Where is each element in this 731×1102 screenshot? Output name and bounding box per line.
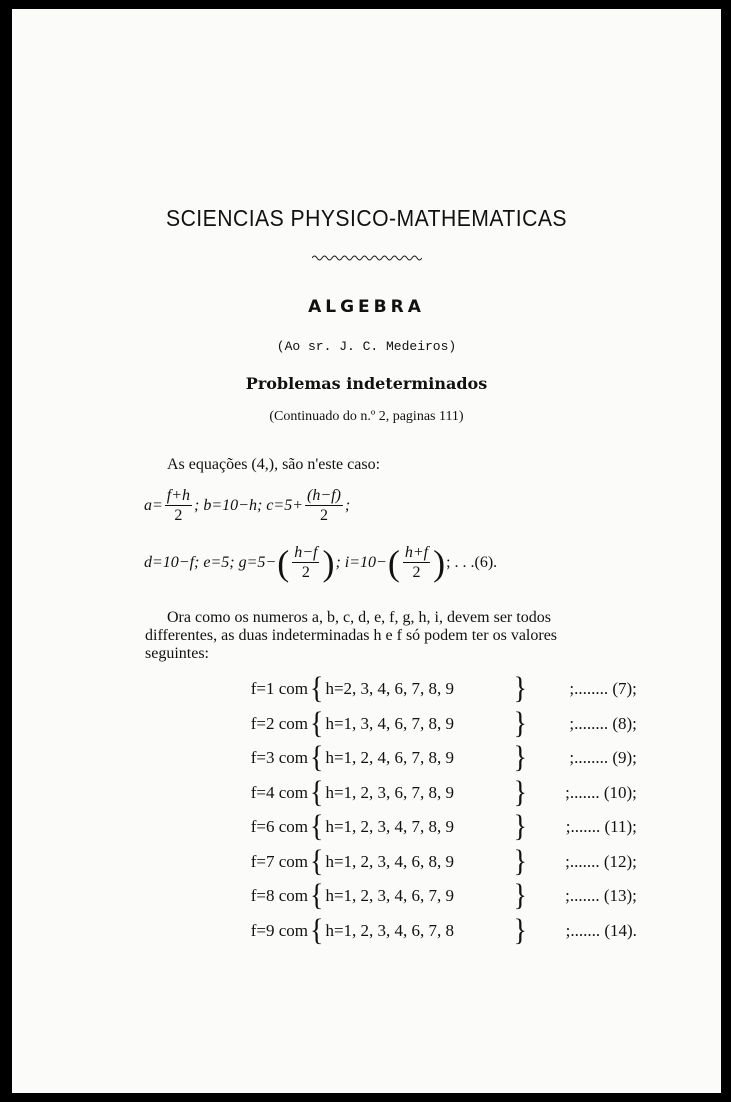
right-brace: } [513, 740, 527, 775]
case-h-values: h=1, 2, 3, 4, 6, 8, 9 [325, 851, 455, 871]
eq1-end: ; [344, 497, 351, 514]
case-f-value: f=8 com [250, 886, 308, 906]
eq2-d-part: d=10−f; e=5; g=5− [144, 554, 277, 571]
fraction-g-numerator: h−f [294, 544, 318, 561]
document-page [12, 9, 721, 1093]
right-brace: } [513, 706, 527, 741]
case-h-values: h=1, 2, 4, 6, 7, 8, 9 [325, 748, 455, 768]
left-paren: ( [277, 543, 290, 583]
case-reference: ;....... (11); [565, 817, 637, 837]
fraction-c-denominator: 2 [319, 507, 328, 524]
case-h-values: h=1, 2, 3, 4, 6, 7, 9 [325, 886, 455, 906]
case-reference: ;....... (14). [565, 920, 637, 940]
case-row [232, 845, 637, 880]
paragraph-line-3: seguintes: [145, 645, 209, 662]
case-h-values: h=1, 2, 3, 4, 7, 8, 9 [325, 817, 455, 837]
right-brace: } [513, 671, 527, 706]
fraction-g-denominator: 2 [301, 564, 310, 581]
section-title: SCIENCIAS PHYSICO-MATHEMATICAS [165, 205, 568, 231]
paragraph-line-1: Ora como os numeros a, b, c, d, e, f, g, h, i, devem ser todos [167, 609, 551, 626]
right-paren: ) [322, 543, 335, 583]
fraction-i-denominator: 2 [412, 564, 421, 581]
right-brace: } [513, 878, 527, 913]
case-f-value: f=9 com [250, 920, 308, 940]
case-row [232, 672, 637, 707]
case-reference: ;........ (7); [569, 679, 637, 699]
heading-algebra: ALGEBRA [308, 297, 425, 317]
equation-line-2 [144, 543, 497, 583]
case-row [232, 914, 637, 949]
equation-line-1 [144, 487, 350, 525]
subheading: Problemas indeterminados [245, 374, 488, 393]
case-reference: ;........ (8); [569, 713, 637, 733]
case-h-values: h=1, 3, 4, 6, 7, 8, 9 [325, 713, 455, 733]
left-brace: { [310, 775, 324, 810]
dedication: (Ao sr. J. C. Medeiros) [276, 339, 457, 354]
case-row [232, 810, 637, 845]
left-brace: { [310, 706, 324, 741]
cases-list [232, 672, 637, 948]
case-h-values: h=1, 2, 3, 6, 7, 8, 9 [325, 782, 455, 802]
case-reference: ;....... (12); [565, 851, 637, 871]
continuation-note: (Continuado do n.º 2, paginas 111) [269, 409, 464, 424]
case-reference: ;....... (13); [565, 886, 637, 906]
case-f-value: f=1 com [250, 679, 308, 699]
left-brace: { [310, 844, 324, 879]
fraction-c [305, 487, 343, 525]
case-f-value: f=3 com [250, 748, 308, 768]
case-row [232, 879, 637, 914]
fraction-g [292, 544, 319, 582]
case-h-values: h=2, 3, 4, 6, 7, 8, 9 [325, 679, 455, 699]
wavy-line-ornament [312, 254, 422, 262]
case-f-value: f=7 com [250, 851, 308, 871]
eq2-end: ; . . .(6). [446, 554, 498, 571]
left-brace: { [310, 671, 324, 706]
fraction-a-denominator: 2 [174, 507, 183, 524]
eq1-b-part: ; b=10−h; c=5+ [194, 497, 303, 514]
case-f-value: f=4 com [250, 782, 308, 802]
case-f-value: f=6 com [250, 817, 308, 837]
case-f-value: f=2 com [250, 713, 308, 733]
left-brace: { [310, 913, 324, 948]
left-brace: { [310, 878, 324, 913]
case-row [232, 707, 637, 742]
fraction-c-numerator: (h−f) [307, 487, 341, 504]
right-brace: } [513, 913, 527, 948]
right-brace: } [513, 844, 527, 879]
fraction-i-numerator: h+f [404, 544, 429, 561]
case-reference: ;....... (10); [565, 782, 637, 802]
intro-line: As equações (4,), são n'este caso: [167, 456, 381, 473]
fraction-a [165, 487, 192, 525]
fraction-a-numerator: f+h [166, 487, 191, 504]
right-brace: } [513, 809, 527, 844]
right-paren: ) [433, 543, 446, 583]
left-brace: { [310, 740, 324, 775]
case-h-values: h=1, 2, 3, 4, 6, 7, 8 [325, 920, 455, 940]
right-brace: } [513, 775, 527, 810]
case-row [232, 741, 637, 776]
eq2-i-part: ; i=10− [335, 554, 387, 571]
eq1-a-prefix: a= [144, 497, 163, 514]
decorative-wavy-rule [12, 247, 721, 266]
case-reference: ;........ (9); [569, 748, 637, 768]
left-paren: ( [387, 543, 400, 583]
left-brace: { [310, 809, 324, 844]
case-row [232, 776, 637, 811]
fraction-i [403, 544, 430, 582]
paragraph-line-2: differentes, as duas indeterminadas h e f só podem ter os valores [145, 627, 558, 644]
